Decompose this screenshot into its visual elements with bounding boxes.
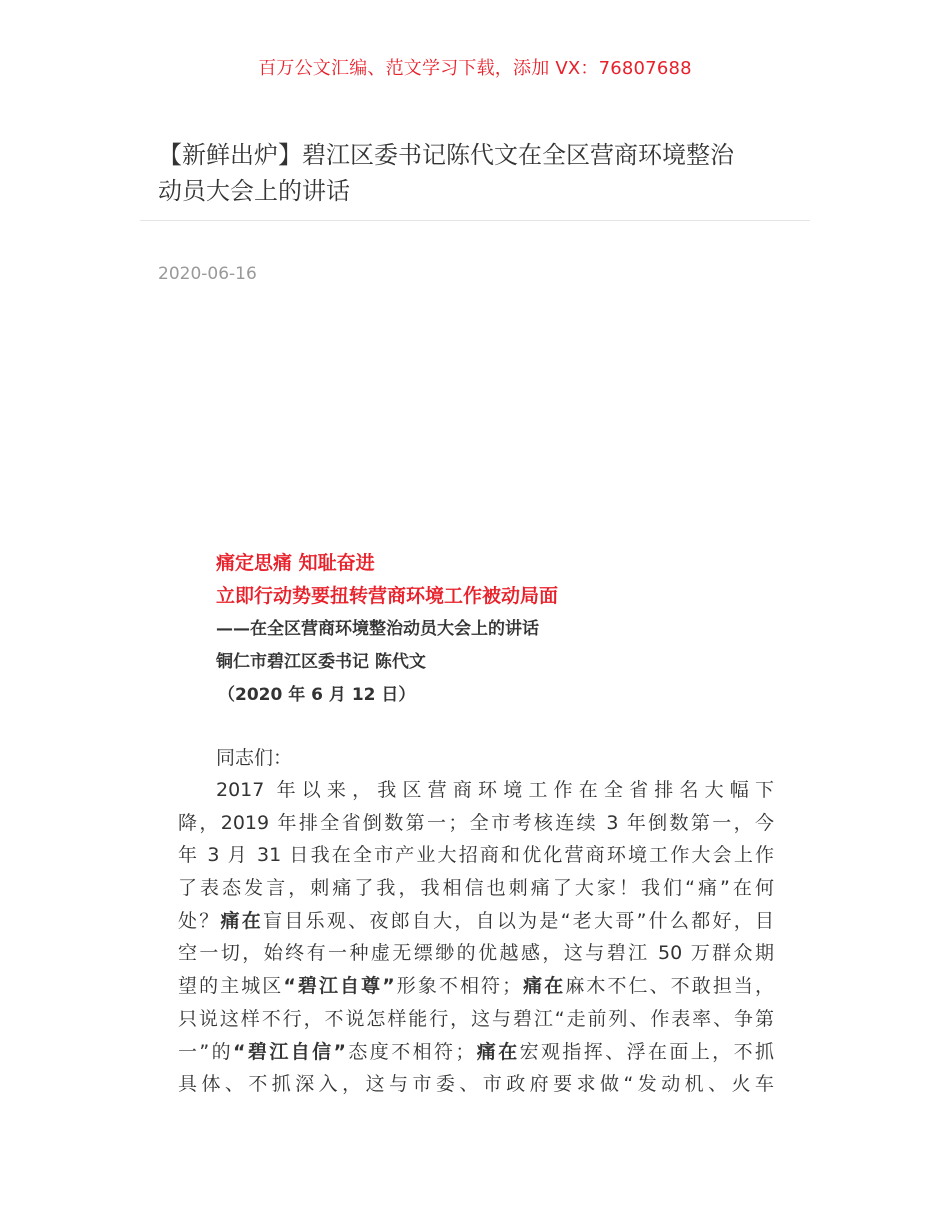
body-line: 了表态发言，刺痛了我，我相信也刺痛了大家！我们“痛”在何 bbox=[178, 877, 774, 900]
emphasis-text: 痛在 bbox=[220, 909, 264, 932]
speech-subtitle: ——在全区营商环境整治动员大会上的讲话 bbox=[216, 619, 539, 639]
speech-speaker: 铜仁市碧江区委书记 陈代文 bbox=[216, 652, 426, 672]
article-title-line: 【新鲜出炉】碧江区委书记陈代文在全区营商环境整治 bbox=[158, 141, 734, 169]
body-line: 空一切，始终有一种虚无缥缈的优越感，这与碧江 50 万群众期 bbox=[178, 942, 774, 965]
speech-headline-1: 痛定思痛 知耻奋进 bbox=[216, 552, 375, 574]
publish-date: 2020-06-16 bbox=[158, 264, 257, 284]
body-line bbox=[178, 970, 774, 1003]
speech-heading bbox=[216, 547, 776, 712]
title-divider bbox=[140, 220, 810, 221]
body-line: 只说这样不行，不说怎样能行，这与碧江“走前列、作表率、争第 bbox=[178, 1007, 774, 1030]
body-line: 2017 年以来，我区营商环境工作在全省排名大幅下 bbox=[216, 779, 774, 801]
salutation: 同志们： bbox=[216, 747, 293, 769]
emphasis-text: 痛在 bbox=[474, 1040, 520, 1063]
body-line: 降，2019 年排全省倒数第一；全市考核连续 3 年倒数第一，今 bbox=[178, 811, 774, 834]
download-banner: 百万公文汇编、范文学习下载，添加 VX：76807688 bbox=[258, 58, 692, 79]
body-text-run: 望的主城区 bbox=[178, 975, 284, 998]
emphasis-text: 痛在 bbox=[521, 975, 566, 998]
body-text-run: 宏观指挥、浮在面上，不抓 bbox=[519, 1040, 774, 1063]
article-title bbox=[158, 137, 798, 209]
body-line: 年 3 月 31 日我在全市产业大招商和优化营商环境工作大会上作 bbox=[178, 844, 774, 867]
body-text-run: 一”的 bbox=[178, 1040, 234, 1063]
body-line bbox=[178, 905, 774, 938]
body-text-run: 态度不相符； bbox=[346, 1040, 475, 1063]
emphasis-text: “碧江自信” bbox=[233, 1040, 347, 1063]
article-title-line: 动员大会上的讲话 bbox=[158, 177, 350, 205]
body-text-run: 形象不相符； bbox=[394, 975, 522, 998]
speech-date: （2020 年 6 月 12 日） bbox=[218, 685, 416, 705]
speech-headline-2: 立即行动势要扭转营商环境工作被动局面 bbox=[216, 585, 559, 607]
body-text-run: 盲目乐观、夜郎自大，自以为是“老大哥”什么都好，目 bbox=[263, 909, 774, 932]
body-line bbox=[178, 1036, 774, 1069]
body-line: 具体、不抓深入，这与市委、市政府要求做“发动机、火车 bbox=[178, 1073, 774, 1096]
body-text-run: 处？ bbox=[178, 909, 221, 932]
body-text-run: 麻木不仁、不敢担当， bbox=[565, 975, 774, 998]
emphasis-text: “碧江自尊” bbox=[283, 975, 395, 998]
speech-body bbox=[178, 774, 774, 1101]
